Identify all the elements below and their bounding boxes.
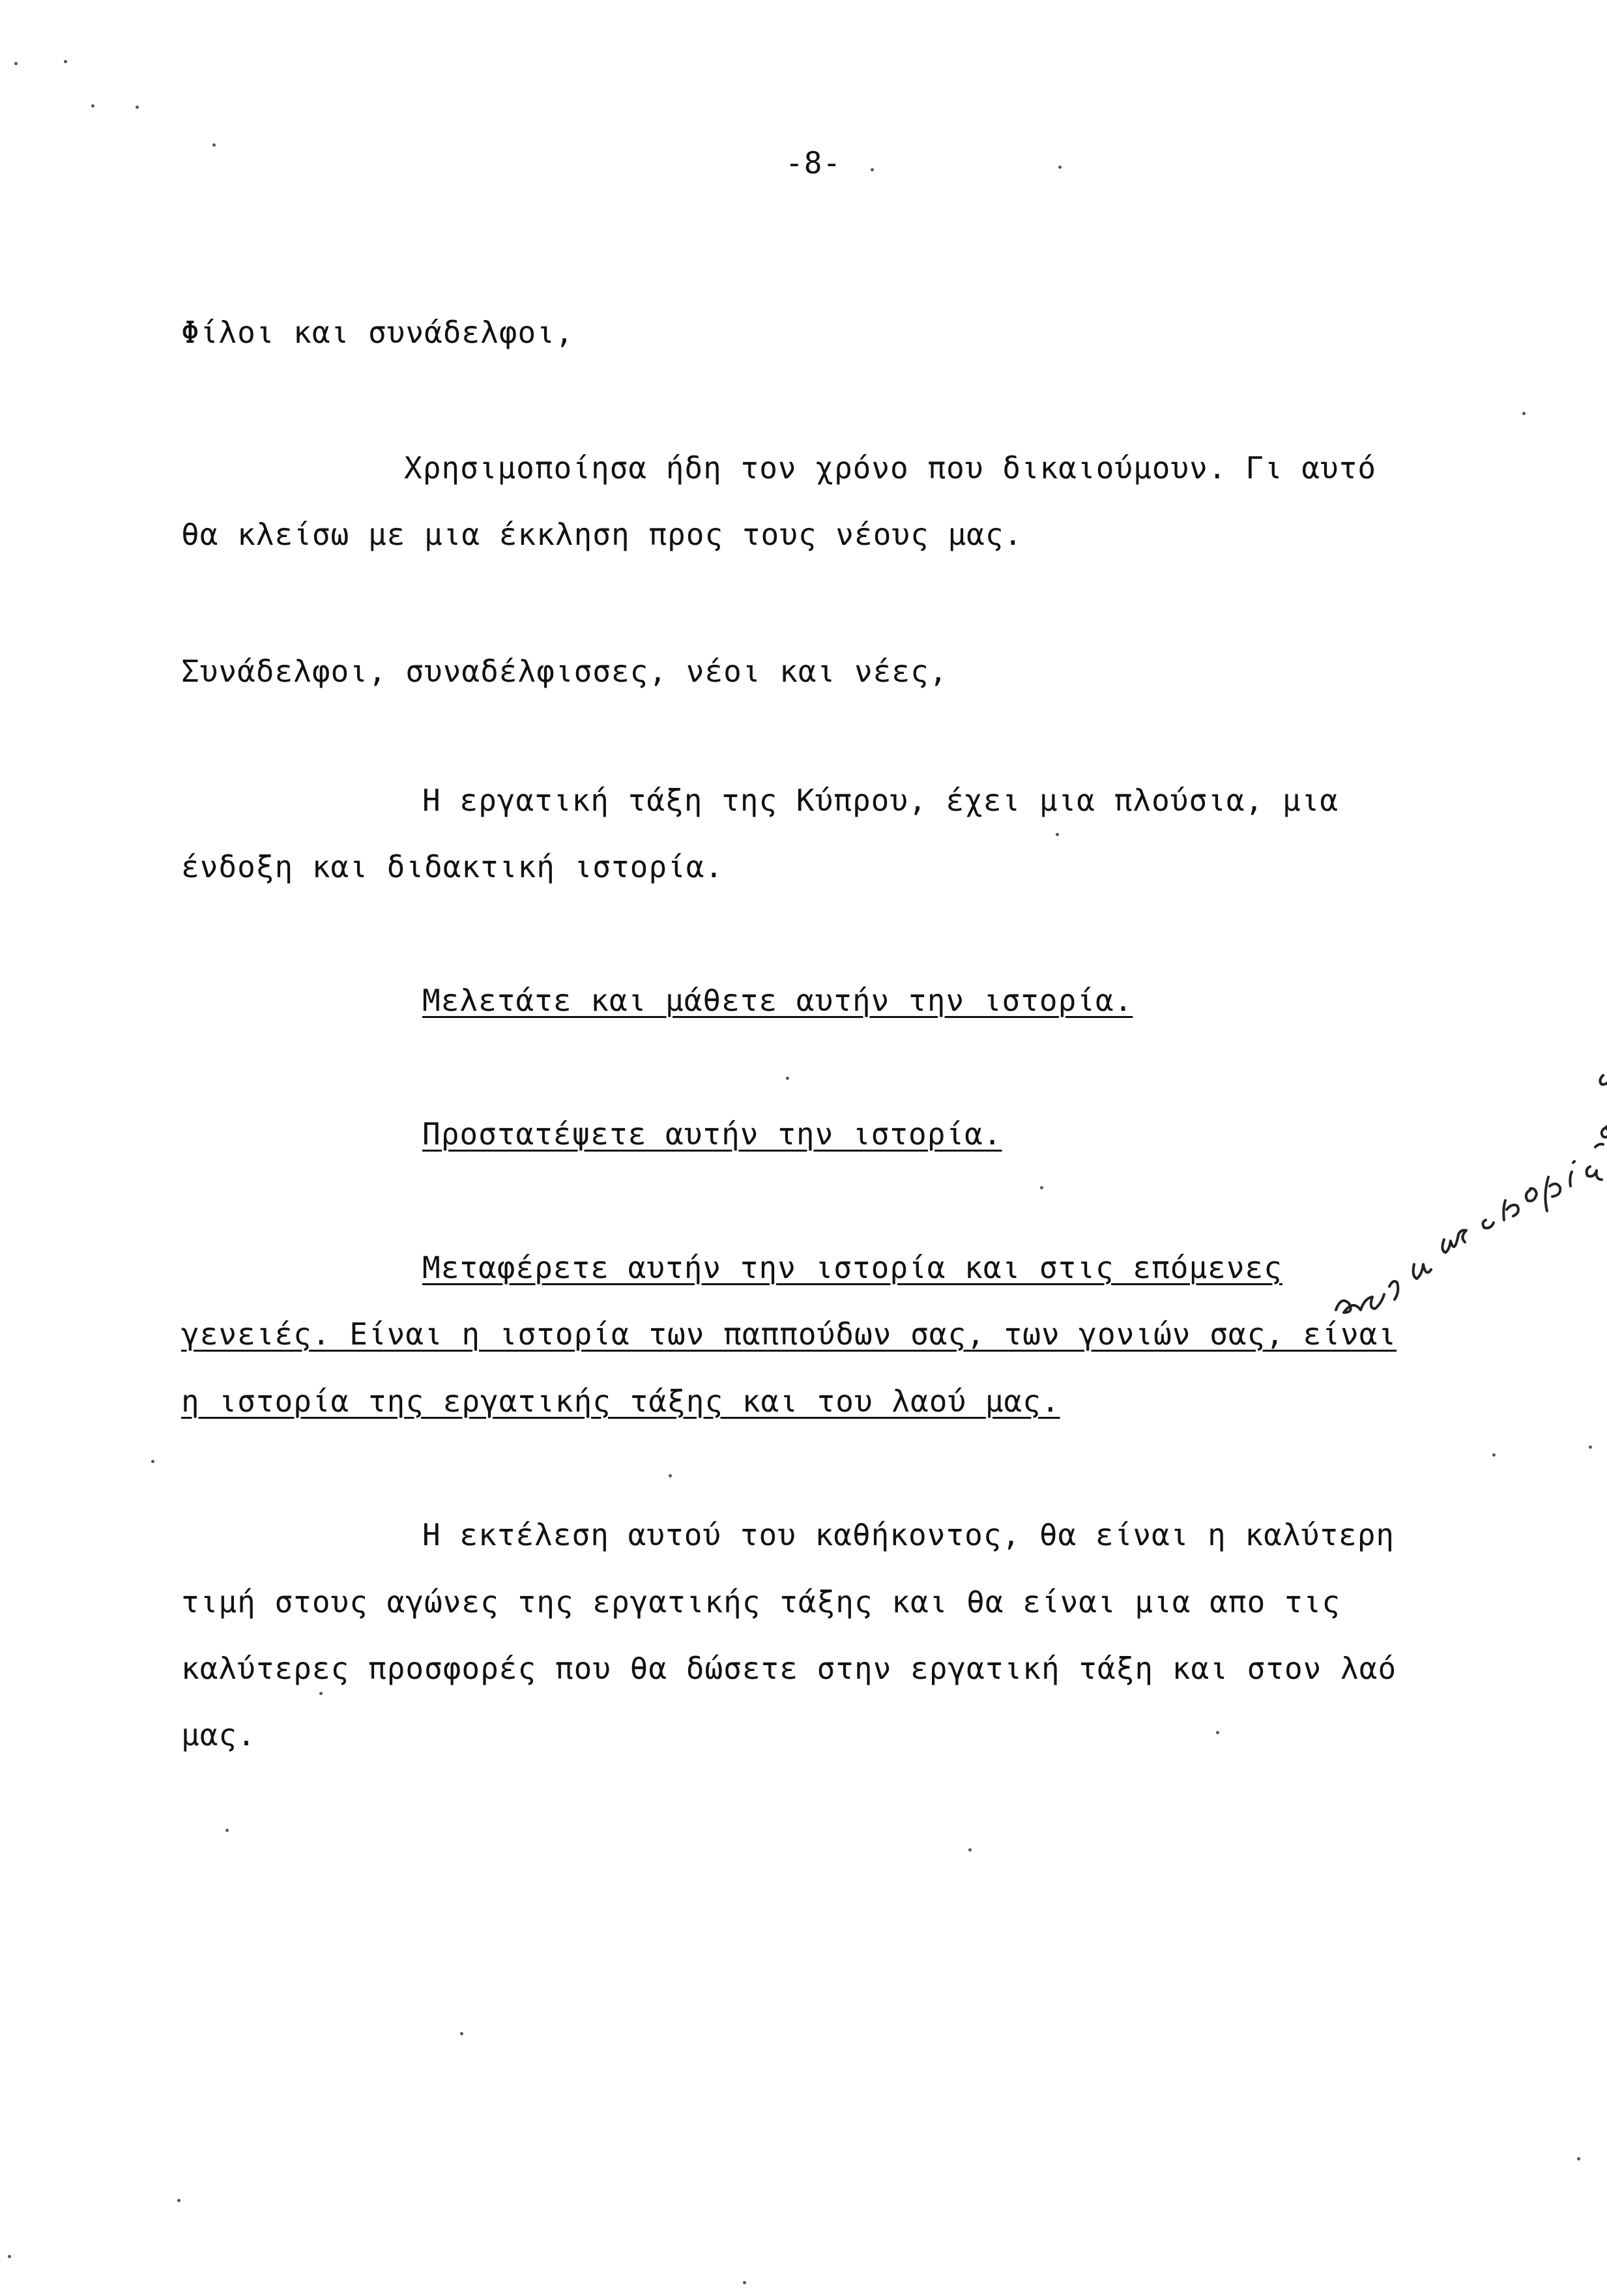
scan-speck <box>64 60 67 63</box>
address-line: Συνάδελφοι, συναδέλφισσες, νέοι και νέες, <box>181 654 948 689</box>
underlined-sentence-transfer-line-3: η ιστορία της εργατικής τάξης και του λαού μας. <box>181 1384 1060 1419</box>
scan-speck <box>1589 1446 1592 1449</box>
scan-speck <box>968 1848 972 1852</box>
scan-speck <box>1216 1731 1219 1734</box>
scan-speck <box>177 2199 181 2202</box>
scan-speck <box>151 1460 154 1463</box>
scan-speck <box>669 1474 672 1477</box>
paragraph-2-line-1: Η εργατική τάξη της Κύπρου, έχει μια πλούσια, μια <box>422 783 1339 818</box>
underlined-sentence-transfer-line-1: Μεταφέρετε αυτήν την ιστορία και στις επόμενες <box>422 1250 1282 1285</box>
paragraph-3-line-2: τιμή στους αγώνες της εργατικής τάξης και θα είναι μια απο τις <box>181 1584 1341 1620</box>
paragraph-3-line-4: μας. <box>181 1717 256 1752</box>
scan-speck <box>460 2032 463 2035</box>
paragraph-1-line-1: Χρησιμοποίησα ήδη τον χρόνο που δικαιούμουν. Γι αυτό <box>404 450 1377 486</box>
salutation: Φίλοι και συνάδελφοι, <box>181 315 574 350</box>
underlined-sentence-transfer-line-2: γενειές. Είναι η ιστορία των παππούδων σας, των γονιών σας, είναι <box>181 1316 1397 1352</box>
scan-speck <box>14 62 18 65</box>
scan-speck <box>1040 1186 1043 1189</box>
scan-speck <box>91 104 94 108</box>
paragraph-1-line-2: θα κλείσω με μια έκκληση προς τους νέους μας. <box>181 517 1023 552</box>
handwritten-annotation <box>1316 1049 1607 1343</box>
underlined-sentence-protect: Προστατέψετε αυτήν την ιστορία. <box>422 1116 1002 1152</box>
scan-speck <box>743 2281 746 2284</box>
scan-speck <box>319 1692 323 1695</box>
scan-speck <box>225 1829 229 1832</box>
paragraph-2-line-2: ένδοξη και διδακτική ιστορία. <box>181 849 724 884</box>
scan-speck <box>871 168 874 171</box>
underlined-sentence-study: Μελετάτε και μάθετε αυτήν την ιστορία. <box>422 983 1133 1018</box>
paragraph-3-line-3: καλύτερες προσφορές που θα δώσετε στην εργατική τάξη και στον λαό <box>181 1651 1397 1686</box>
scan-speck <box>212 143 216 147</box>
scan-speck <box>1522 412 1526 415</box>
paragraph-3-line-1: Η εκτέλεση αυτού του καθήκοντος, θα είναι η καλύτερη <box>422 1517 1395 1552</box>
scan-speck <box>1492 1453 1496 1457</box>
scan-speck <box>1577 2157 1580 2160</box>
scan-speck <box>8 2255 11 2258</box>
scan-speck <box>786 1077 789 1080</box>
scan-speck <box>1058 166 1062 169</box>
scan-speck <box>136 106 139 109</box>
page-number: -8- <box>785 145 842 181</box>
scan-speck <box>1056 833 1059 836</box>
